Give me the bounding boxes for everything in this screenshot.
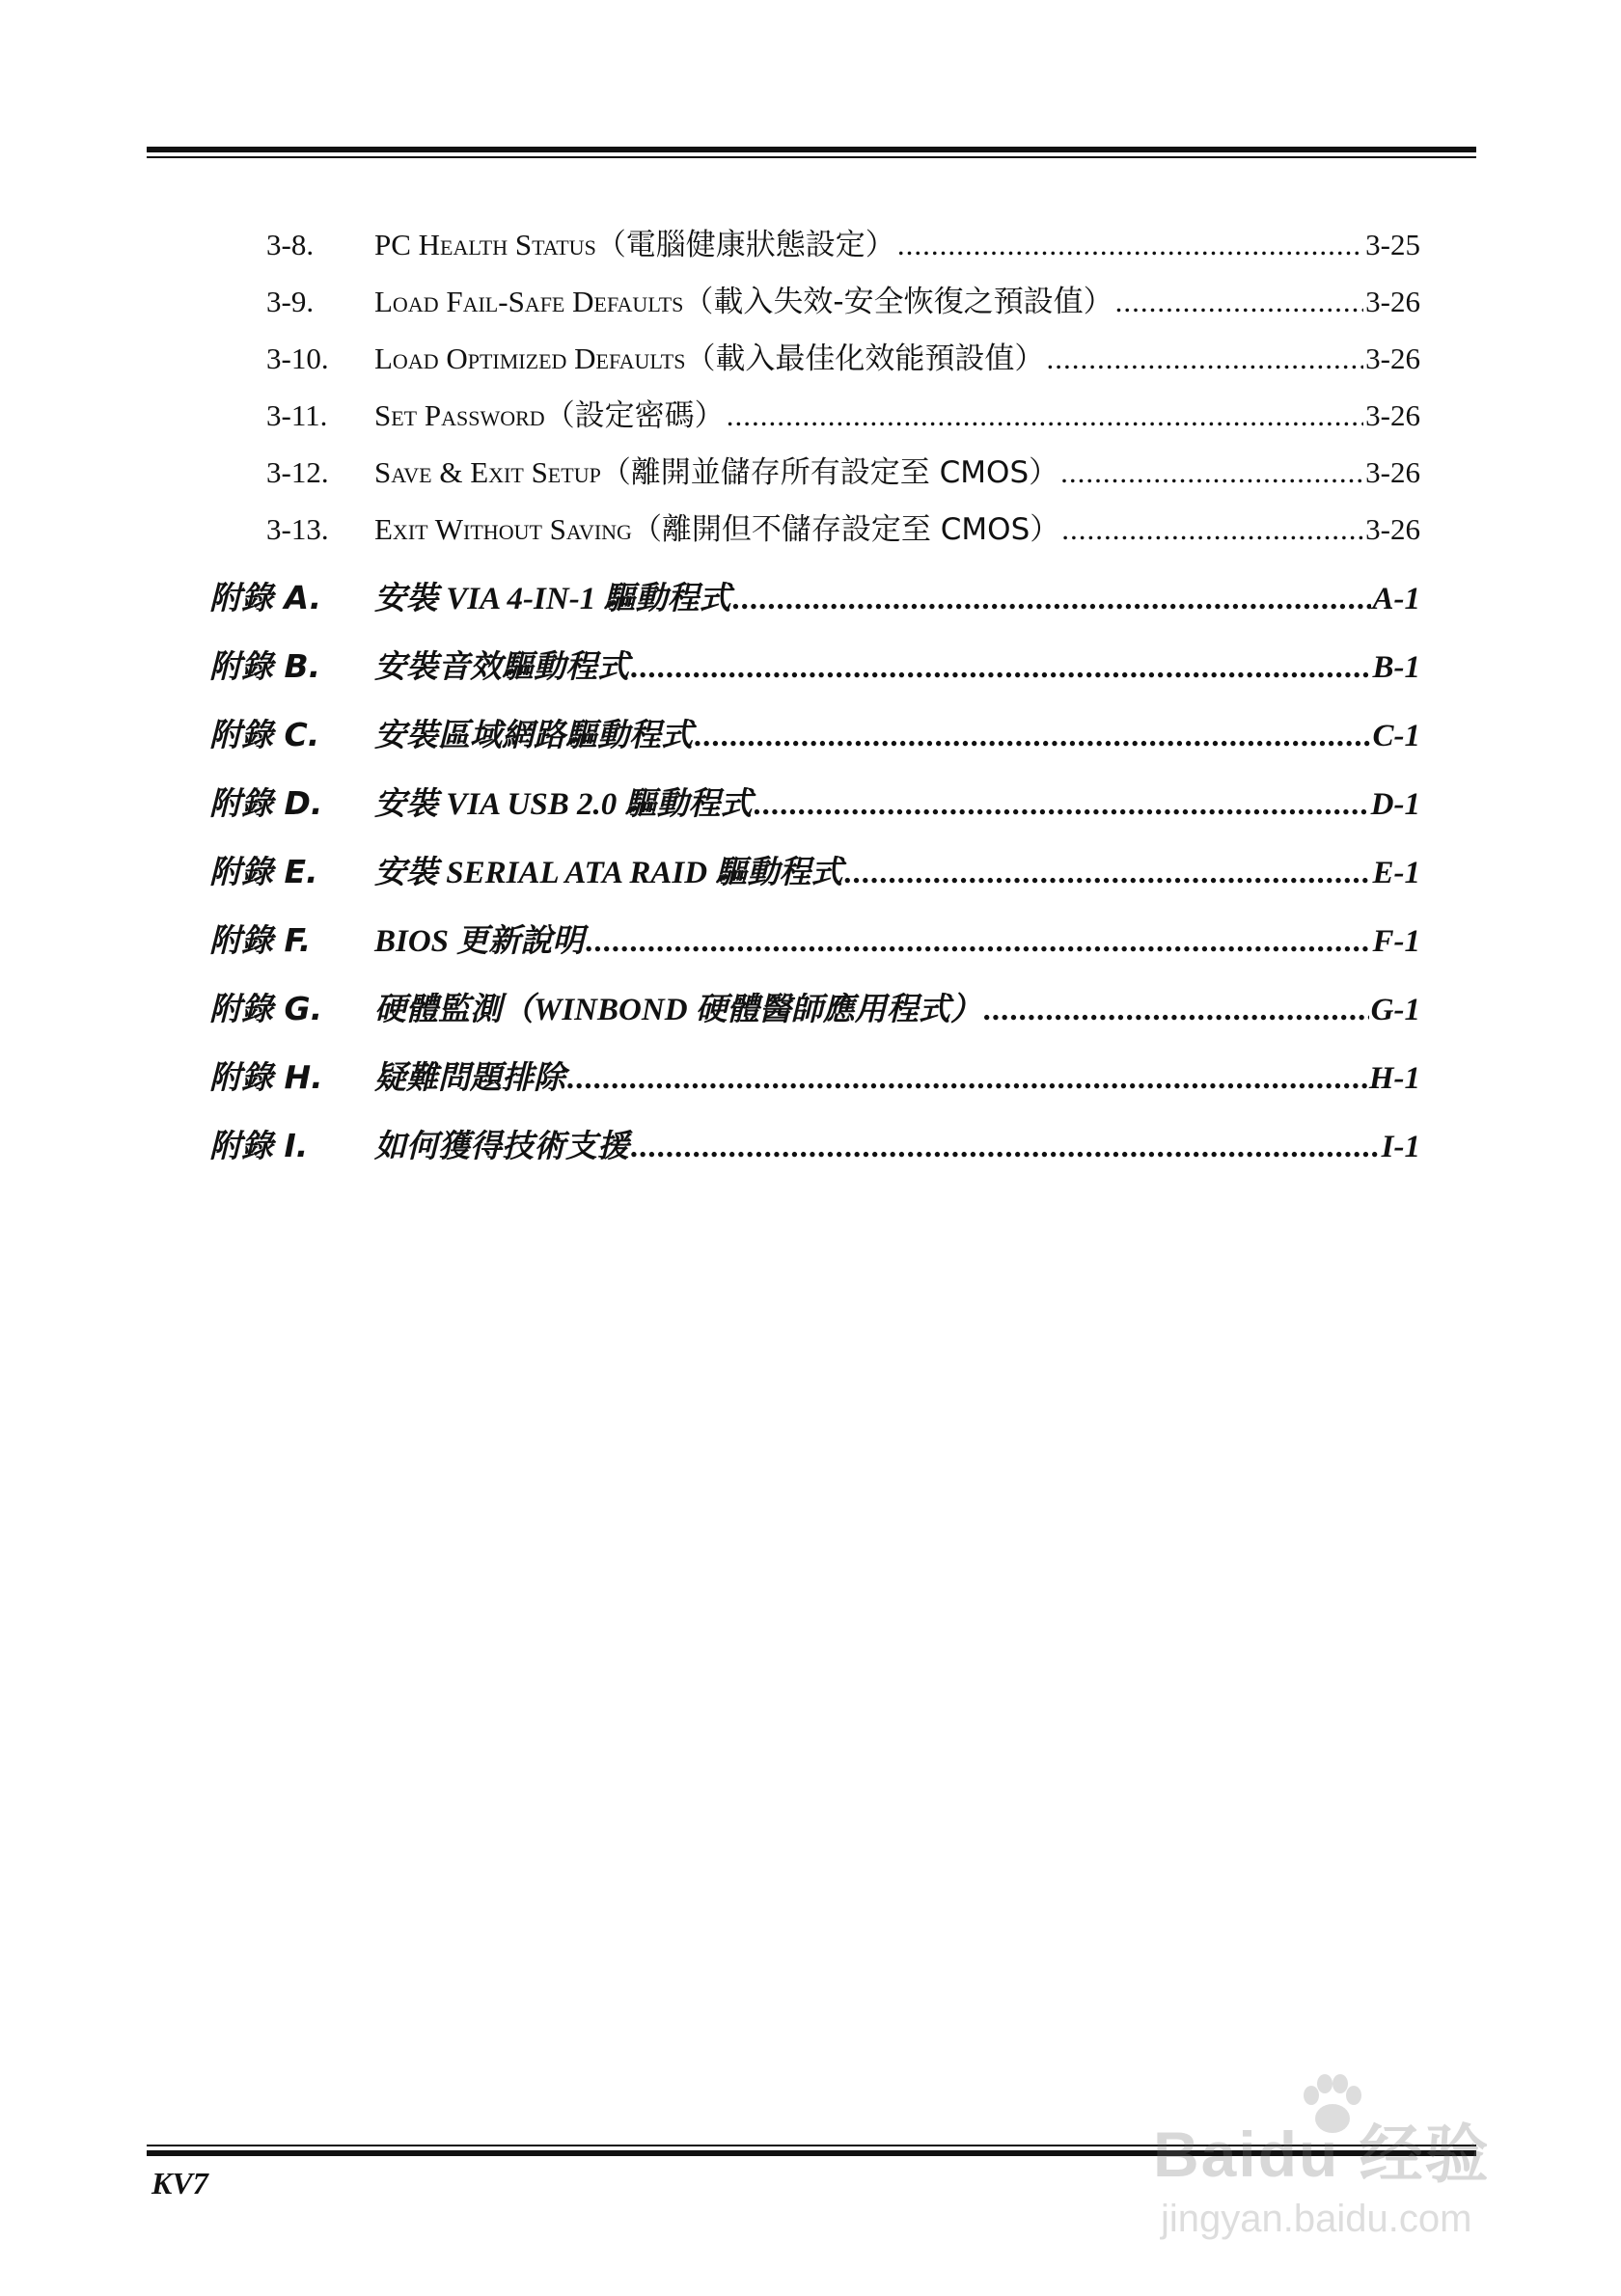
appendix-title: 安裝音效驅動程式 xyxy=(374,647,629,685)
dot-leader xyxy=(727,398,1363,433)
appendix-entry[interactable] xyxy=(209,779,1420,821)
dot-leader xyxy=(1060,455,1363,490)
appendix-entry[interactable] xyxy=(209,847,1420,889)
appendix-entry[interactable] xyxy=(209,1121,1420,1163)
toc-entry[interactable] xyxy=(266,334,1420,376)
dot-leader xyxy=(586,924,1370,960)
appendix-label: 附錄 E. xyxy=(209,853,318,890)
page-number: 3-25 xyxy=(1365,228,1420,261)
page-number: 3-26 xyxy=(1365,398,1420,432)
section-number: 3-11. xyxy=(266,398,328,432)
dot-leader xyxy=(1061,512,1363,547)
appendix-entry[interactable] xyxy=(209,1052,1420,1095)
appendix-title: 疑難問題排除 xyxy=(374,1058,565,1096)
watermark-brand: Baidu 经验 xyxy=(1153,2118,1491,2190)
section-title: Load Fail-Safe Defaults（載入失效-安全恢復之預設值） xyxy=(374,285,1113,319)
section-number: 3-9. xyxy=(266,285,315,318)
appendix-label: 附錄 I. xyxy=(209,1127,309,1164)
page-number: F-1 xyxy=(1372,924,1420,959)
baidu-watermark xyxy=(1153,2074,1539,2267)
dot-leader xyxy=(1046,342,1363,376)
appendix-label: 附錄 H. xyxy=(209,1058,323,1096)
appendix-entry[interactable] xyxy=(209,642,1420,684)
header-rule-thick xyxy=(147,147,1476,152)
page-number: D-1 xyxy=(1370,787,1420,822)
appendix-label: 附錄 F. xyxy=(209,921,312,959)
page-number: 3-26 xyxy=(1365,512,1420,546)
appendix-entry[interactable] xyxy=(209,573,1420,615)
page-number: 3-26 xyxy=(1365,285,1420,318)
toc-entry[interactable] xyxy=(266,220,1420,262)
dot-leader xyxy=(897,228,1363,262)
section-number: 3-10. xyxy=(266,342,329,375)
dot-leader xyxy=(631,1130,1380,1165)
header-rule-thin xyxy=(147,156,1476,158)
section-title: Load Optimized Defaults（載入最佳化效能預設值） xyxy=(374,342,1045,376)
watermark-url: jingyan.baidu.com xyxy=(1161,2198,1472,2240)
dot-leader xyxy=(631,650,1371,686)
section-number: 3-13. xyxy=(266,512,329,546)
section-title: Exit Without Saving（離開但不儲存設定至 CMOS） xyxy=(374,512,1060,547)
dot-leader xyxy=(732,582,1370,617)
dot-leader xyxy=(567,1061,1367,1097)
page-number: E-1 xyxy=(1372,856,1420,890)
page-number: A-1 xyxy=(1372,582,1420,616)
appendix-title: BIOS 更新說明 xyxy=(374,924,585,959)
section-title: PC Health Status（電腦健康狀態設定） xyxy=(374,228,895,262)
toc-entry[interactable] xyxy=(266,505,1420,547)
section-title: Save & Exit Setup（離開並儲存所有設定至 CMOS） xyxy=(374,455,1059,490)
appendix-label: 附錄 A. xyxy=(209,579,322,616)
page-number: B-1 xyxy=(1372,650,1420,685)
appendix-title: 硬體監測（WINBOND 硬體醫師應用程式） xyxy=(374,993,982,1027)
dot-leader xyxy=(984,993,1369,1028)
dot-leader xyxy=(844,856,1370,891)
section-number: 3-8. xyxy=(266,228,315,261)
page-number: H-1 xyxy=(1368,1061,1420,1096)
appendix-label: 附錄 C. xyxy=(209,716,320,753)
appendix-title: 安裝區域網路驅動程式 xyxy=(374,716,693,753)
toc-entry[interactable] xyxy=(266,448,1420,490)
section-number: 3-12. xyxy=(266,455,329,489)
appendix-label: 附錄 D. xyxy=(209,784,323,822)
toc-entry[interactable] xyxy=(266,391,1420,433)
appendix-entry[interactable] xyxy=(209,710,1420,752)
page-number: C-1 xyxy=(1372,719,1420,753)
appendix-title: 安裝 SERIAL ATA RAID 驅動程式 xyxy=(374,856,843,890)
appendix-label: 附錄 B. xyxy=(209,647,321,685)
appendix-label: 附錄 G. xyxy=(209,990,323,1027)
appendix-title: 安裝 VIA 4-IN-1 驅動程式 xyxy=(374,582,731,616)
dot-leader xyxy=(695,719,1371,754)
page-number: 3-26 xyxy=(1365,455,1420,489)
appendix-title: 安裝 VIA USB 2.0 驅動程式 xyxy=(374,787,753,822)
section-title: Set Password（設定密碼） xyxy=(374,398,725,433)
appendix-entry[interactable] xyxy=(209,916,1420,958)
dot-leader xyxy=(755,787,1369,823)
page-number: I-1 xyxy=(1381,1130,1420,1164)
toc-entry[interactable] xyxy=(266,277,1420,319)
appendix-entry[interactable] xyxy=(209,984,1420,1026)
page-number: G-1 xyxy=(1370,993,1420,1027)
footer-model-label: KV7 xyxy=(151,2166,208,2200)
page-number: 3-26 xyxy=(1365,342,1420,375)
appendix-title: 如何獲得技術支援 xyxy=(374,1127,629,1164)
dot-leader xyxy=(1115,285,1364,319)
